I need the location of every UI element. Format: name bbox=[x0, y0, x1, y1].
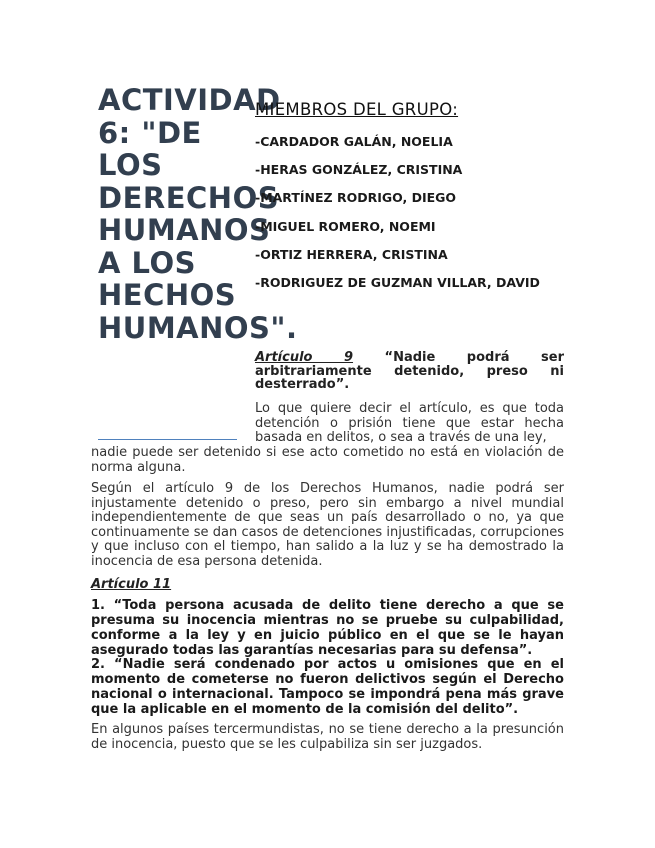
document-title: ACTIVIDAD 6: "DE LOS DERECHOS HUMANOS A LOS HECHOS HUMANOS". bbox=[98, 83, 298, 345]
member-name: -RODRIGUEZ DE GUZMAN VILLAR, DAVID bbox=[255, 274, 540, 290]
article-9-quote-text: “Nadie podrá ser arbitrariamente detenido, preso ni bbox=[255, 350, 564, 379]
members-heading: MIEMBROS DEL GRUPO: bbox=[255, 100, 459, 119]
explanation-paragraph-end: nadie puede ser detenido si ese acto cometido no está en violación de norma alguna. bbox=[91, 445, 564, 475]
article-9-label: Artículo 9 bbox=[255, 350, 354, 365]
member-name: -ORTIZ HERRERA, CRISTINA bbox=[255, 246, 448, 262]
closing-paragraph: En algunos países tercermundistas, no se tiene derecho a la presunción de inocencia, puesto que se les culpabiliza sin ser juzgados. bbox=[91, 722, 564, 752]
title-underline-rule bbox=[98, 439, 237, 440]
members-list bbox=[255, 133, 540, 302]
member-name: -MIGUEL ROMERO, NOEMI bbox=[255, 218, 436, 234]
article-9-quote bbox=[255, 351, 564, 392]
member-name: -CARDADOR GALÁN, NOELIA bbox=[255, 134, 453, 149]
article-11-point-1: 1. “Toda persona acusada de delito tiene derecho a que se presuma su inocencia mientras no se pruebe su culpabilidad, conforme a la ley y en juicio público en el que se le hayan asegurado todas las garantías necesarias para su defensa”. bbox=[91, 598, 564, 658]
article-11-point-2: 2. “Nadie será condenado por actos u omisiones que en el momento de cometerse no fueron delictivos según el Derecho nacional o internacional. Tampoco se impondrá pena más grave que la aplicable en el momento de la comisión del delito”. bbox=[91, 657, 564, 717]
segun-paragraph: Según el artículo 9 de los Derechos Humanos, nadie podrá ser injustamente detenido o preso, pero sin embargo a nivel mundial independientemente de que seas un país desarrollado o no, ya que continuamente se dan casos de detenciones injustificadas, corrupciones y que incluso con el tiempo, han salido a la luz y se ha demostrado la inocencia de esa persona detenida. bbox=[91, 481, 564, 569]
article-11-label: Artículo 11 bbox=[91, 577, 172, 592]
explanation-paragraph-start: Lo que quiere decir el artículo, es que toda detención o prisión tiene que estar hecha basada en delitos, o sea a través de una ley, bbox=[255, 401, 564, 446]
article-9-quote-end: desterrado”. bbox=[255, 377, 350, 392]
member-name: -HERAS GONZÁLEZ, CRISTINA bbox=[255, 162, 463, 178]
member-name: -MARTÍNEZ RODRIGO, DIEGO bbox=[255, 190, 457, 206]
